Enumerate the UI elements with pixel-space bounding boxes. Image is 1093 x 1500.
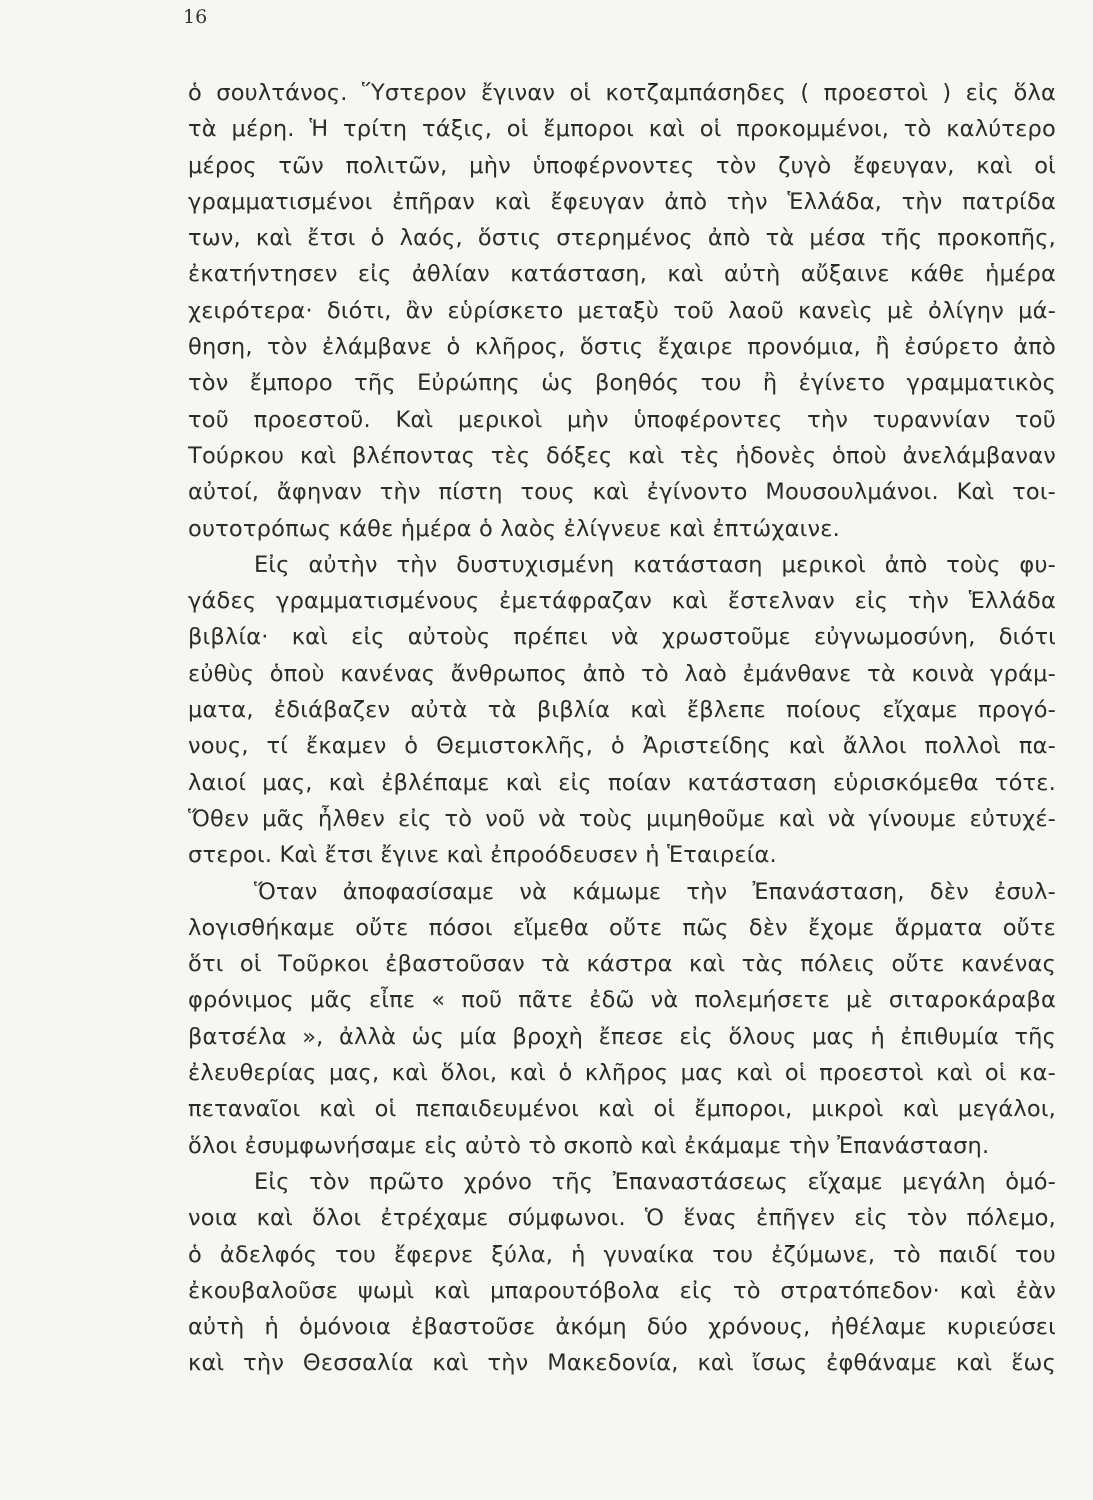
text-line: λαιοί μας, καὶ ἐβλέπαμε καὶ εἰς ποίαν κατάσταση εὑρισκόμεθα τότε. [188, 769, 1056, 796]
text-line: βιβλία· καὶ εἰς αὐτοὺς πρέπει νὰ χρωστοῦμε εὐγνωμοσύνη, διότι [188, 624, 1056, 651]
paragraph-start-line: Εἰς αὐτὴν τὴν δυστυχισμένη κατάσταση μερικοὶ ἀπὸ τοὺς φυ- [254, 551, 1056, 578]
text-line: φρόνιμος μᾶς εἶπε « ποῦ πᾶτε ἐδῶ νὰ πολεμήσετε μὲ σιταροκάραβα [188, 987, 1056, 1014]
text-line: λογισθήκαμε οὔτε πόσοι εἴμεθα οὔτε πῶς δὲν ἔχομε ἅρματα οὔτε [188, 914, 1056, 941]
text-line: Τούρκου καὶ βλέποντας τὲς δόξες καὶ τὲς ἡδονὲς ὁποὺ ἀνελάμβαναν [188, 442, 1056, 469]
text-line: εὐθὺς ὁποὺ κανένας ἄνθρωπος ἀπὸ τὸ λαὸ ἐμάνθανε τὰ κοινὰ γράμ- [188, 660, 1056, 687]
paragraph-start-line: Εἰς τὸν πρῶτο χρόνο τῆς Ἐπαναστάσεως εἴχαμε μεγάλη ὁμό- [254, 1168, 1056, 1195]
text-line: ὅτι οἱ Τοῦρκοι ἐβαστοῦσαν τὰ κάστρα καὶ τὰς πόλεις οὔτε κανένας [188, 951, 1056, 978]
text-line: αὐτοί, ἄφηναν τὴν πίστη τους καὶ ἐγίνοντο Μουσουλμάνοι. Καὶ τοι- [188, 479, 1056, 506]
text-line: νους, τί ἔκαμεν ὁ Θεμιστοκλῆς, ὁ Ἀριστείδης καὶ ἄλλοι πολλοὶ πα- [188, 733, 1056, 760]
text-line: στεροι. Καὶ ἔτσι ἔγινε καὶ ἐπροόδευσεν ἡ Ἑταιρεία. [188, 842, 777, 869]
text-line: νοια καὶ ὅλοι ἐτρέχαμε σύμφωνοι. Ὁ ἕνας ἐπῆγεν εἰς τὸν πόλεμο, [188, 1205, 1056, 1232]
text-line: καὶ τὴν Θεσσαλία καὶ τὴν Μακεδονία, καὶ ἴσως ἐφθάναμε καὶ ἕως [188, 1350, 1056, 1377]
text-line: χειρότερα· διότι, ἂν εὑρίσκετο μεταξὺ τοῦ λαοῦ κανεὶς μὲ ὀλίγην μά- [188, 297, 1056, 324]
text-line: Ὅθεν μᾶς ἦλθεν εἰς τὸ νοῦ νὰ τοὺς μιμηθοῦμε καὶ νὰ γίνουμε εὐτυχέ- [188, 805, 1056, 832]
text-line: τὰ μέρη. Ἡ τρίτη τάξις, οἱ ἔμποροι καὶ οἱ προκομμένοι, τὸ καλύτερο [188, 116, 1056, 143]
text-line: ματα, ἐδιάβαζεν αὐτὰ τὰ βιβλία καὶ ἔβλεπε ποίους εἴχαμε προγό- [188, 697, 1056, 724]
text-line: των, καὶ ἔτσι ὁ λαός, ὅστις στερημένος ἀπὸ τὰ μέσα τῆς προκοπῆς, [188, 225, 1056, 252]
text-line: ἐκουβαλοῦσε ψωμὶ καὶ μπαρουτόβολα εἰς τὸ στρατόπεδον· καὶ ἐὰν [188, 1277, 1056, 1304]
text-line: γάδες γραμματισμένους ἐμετάφραζαν καὶ ἔστελναν εἰς τὴν Ἑλλάδα [188, 588, 1056, 615]
text-line: ὁ ἀδελφός του ἔφερνε ξύλα, ἡ γυναίκα του ἐζύμωνε, τὸ παιδί του [188, 1241, 1056, 1268]
text-line: ἐλευθερίας μας, καὶ ὅλοι, καὶ ὁ κλῆρος μας καὶ οἱ προεστοὶ καὶ οἱ κα- [188, 1060, 1056, 1087]
body-text [188, 75, 1056, 1382]
text-line: γραμματισμένοι ἐπῆραν καὶ ἔφευγαν ἀπὸ τὴν Ἑλλάδα, τὴν πατρίδα [188, 188, 1056, 215]
text-line: ἐκατήντησεν εἰς ἀθλίαν κατάσταση, καὶ αὐτὴ αὔξαινε κάθε ἡμέρα [188, 261, 1056, 288]
page-number: 16 [183, 6, 208, 28]
text-line: πεταναῖοι καὶ οἱ πεπαιδευμένοι καὶ οἱ ἔμποροι, μικροὶ καὶ μεγάλοι, [188, 1096, 1056, 1123]
paragraph-start-line: Ὅταν ἀποφασίσαμε νὰ κάμωμε τὴν Ἐπανάσταση, δὲν ἐσυλ- [254, 878, 1056, 905]
text-line: αὐτὴ ἡ ὁμόνοια ἐβαστοῦσε ἀκόμη δύο χρόνους, ἠθέλαμε κυριεύσει [188, 1314, 1056, 1341]
text-line: τοῦ προεστοῦ. Καὶ μερικοὶ μὴν ὑποφέροντες τὴν τυραννίαν τοῦ [188, 406, 1056, 433]
text-line: μέρος τῶν πολιτῶν, μὴν ὑποφέρνοντες τὸν ζυγὸ ἔφευγαν, καὶ οἱ [188, 152, 1056, 179]
text-line: ουτοτρόπως κάθε ἡμέρα ὁ λαὸς ἐλίγνευε καὶ ἐπτώχαινε. [188, 515, 840, 542]
text-line: ὅλοι ἐσυμφωνήσαμε εἰς αὐτὸ τὸ σκοπὸ καὶ ἐκάμαμε τὴν Ἐπανάσταση. [188, 1132, 990, 1159]
text-line: θηση, τὸν ἐλάμβανε ὁ κλῆρος, ὅστις ἔχαιρε προνόμια, ἢ ἐσύρετο ἀπὸ [188, 334, 1056, 361]
text-line: τὸν ἔμπορο τῆς Εὐρώπης ὡς βοηθός του ἢ ἐγίνετο γραμματικὸς [188, 370, 1056, 397]
text-line: βατσέλα », ἀλλὰ ὡς μία βροχὴ ἔπεσε εἰς ὅλους μας ἡ ἐπιθυμία τῆς [188, 1023, 1056, 1050]
text-line: ὁ σουλτάνος. Ὕστερον ἔγιναν οἱ κοτζαμπάσηδες ( προεστοὶ ) εἰς ὅλα [188, 80, 1056, 106]
